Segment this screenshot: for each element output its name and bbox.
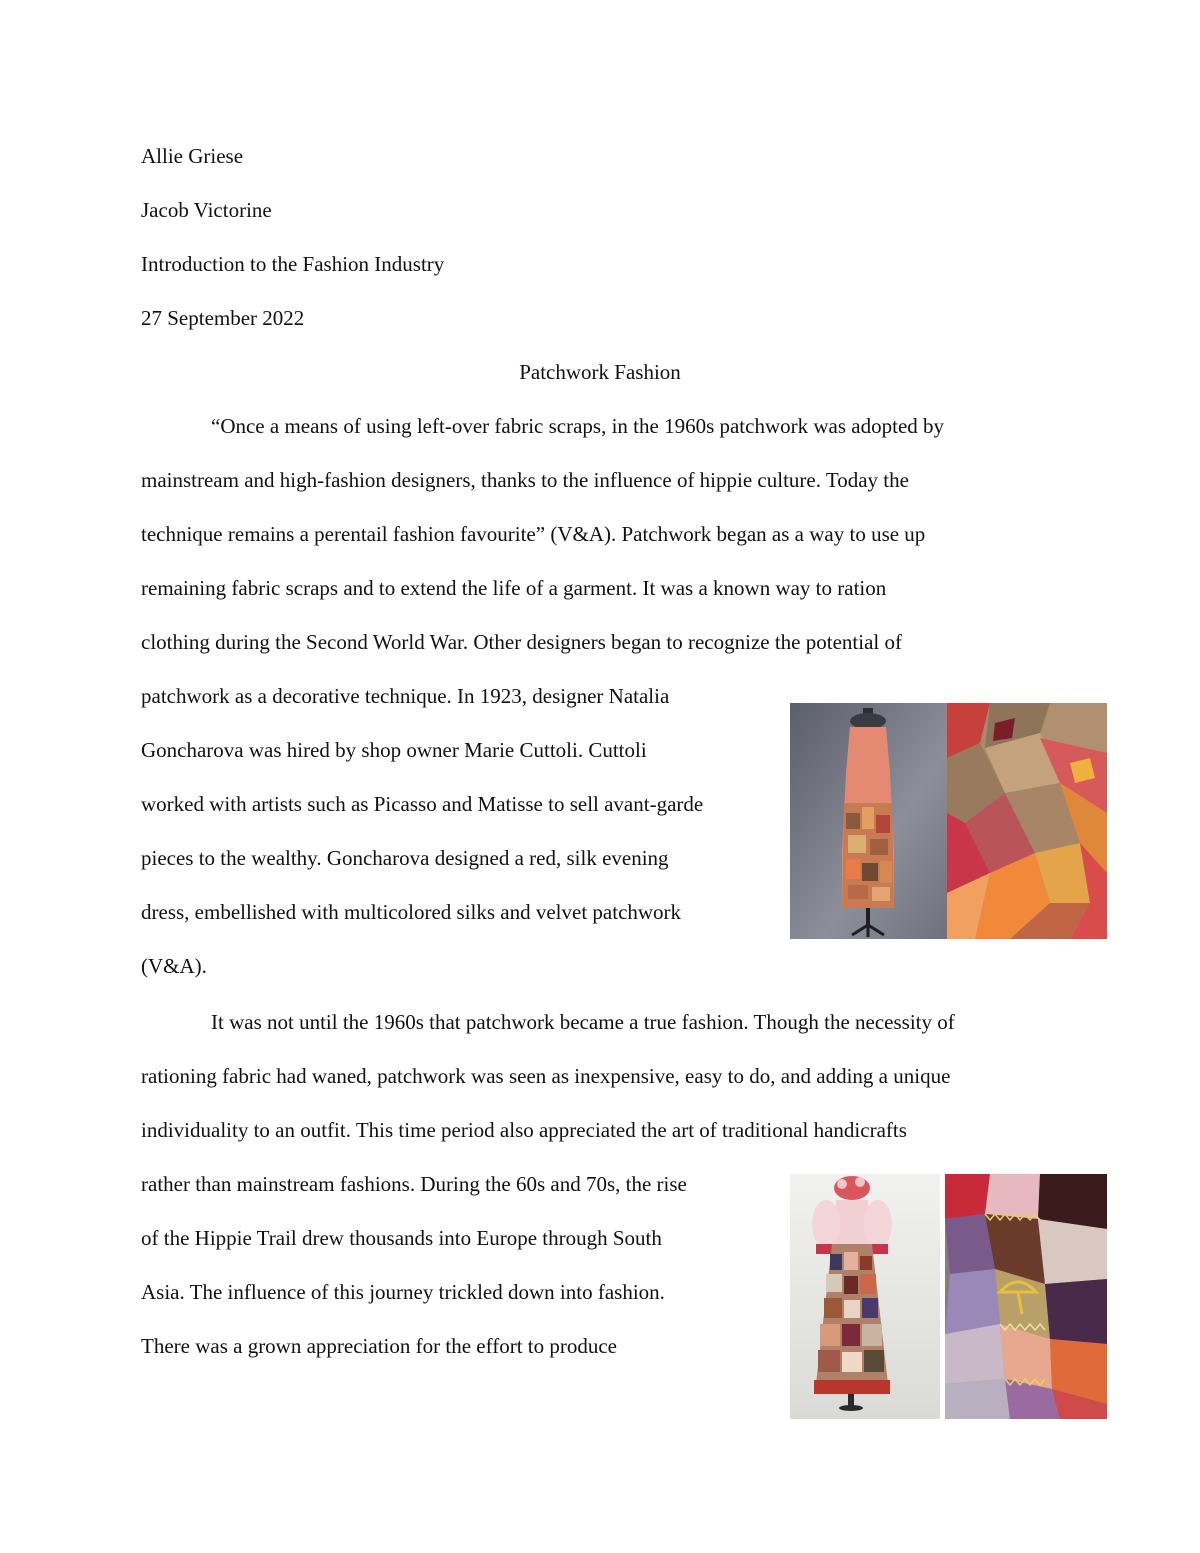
- course-name: Introduction to the Fashion Industry: [141, 252, 445, 276]
- paragraph-line: (V&A).: [141, 954, 207, 978]
- paragraph-line: of the Hippie Trail drew thousands into Europe through South: [141, 1226, 662, 1250]
- paragraph-line: individuality to an outfit. This time period also appreciated the art of traditional handicrafts: [141, 1118, 907, 1142]
- paragraph-line: It was not until the 1960s that patchwork became a true fashion. Though the necessity of: [211, 1010, 955, 1034]
- hippie-patchwork-dress-photo-icon: [790, 1174, 1107, 1419]
- paragraph-line: technique remains a perentail fashion favourite” (V&A). Patchwork began as a way to use up: [141, 522, 926, 546]
- paragraph-line: remaining fabric scraps and to extend the life of a garment. It was a known way to ration: [141, 576, 887, 600]
- paragraph-line: Asia. The influence of this journey trickled down into fashion.: [141, 1280, 665, 1304]
- paragraph-line: rather than mainstream fashions. During the 60s and 70s, the rise: [141, 1172, 687, 1196]
- hippie-patchwork-dress-figure: [790, 1174, 1107, 1419]
- paragraph-line: patchwork as a decorative technique. In 1923, designer Natalia: [141, 684, 670, 708]
- paragraph-line: There was a grown appreciation for the effort to produce: [141, 1334, 617, 1358]
- paragraph-line: clothing during the Second World War. Other designers began to recognize the potential of: [141, 630, 902, 654]
- paper-date: 27 September 2022: [141, 306, 305, 330]
- paragraph-line: Goncharova was hired by shop owner Marie Cuttoli. Cuttoli: [141, 738, 647, 762]
- paragraph-line: dress, embellished with multicolored silks and velvet patchwork: [141, 900, 682, 924]
- paragraph-line: pieces to the wealthy. Goncharova designed a red, silk evening: [141, 846, 669, 870]
- instructor-name: Jacob Victorine: [141, 198, 272, 222]
- paper-title: Patchwork Fashion: [519, 360, 681, 384]
- paragraph-line: mainstream and high-fashion designers, thanks to the influence of hippie culture. Today the: [141, 468, 909, 492]
- author-name: Allie Griese: [141, 144, 244, 168]
- paragraph-line: worked with artists such as Picasso and Matisse to sell avant-garde: [141, 792, 704, 816]
- paragraph-line: rationing fabric had waned, patchwork was seen as inexpensive, easy to do, and adding a unique: [141, 1064, 951, 1088]
- goncharova-dress-photo-icon: [790, 703, 1107, 939]
- goncharova-dress-figure: [790, 703, 1107, 939]
- paragraph-line: “Once a means of using left-over fabric scraps, in the 1960s patchwork was adopted by: [211, 414, 945, 438]
